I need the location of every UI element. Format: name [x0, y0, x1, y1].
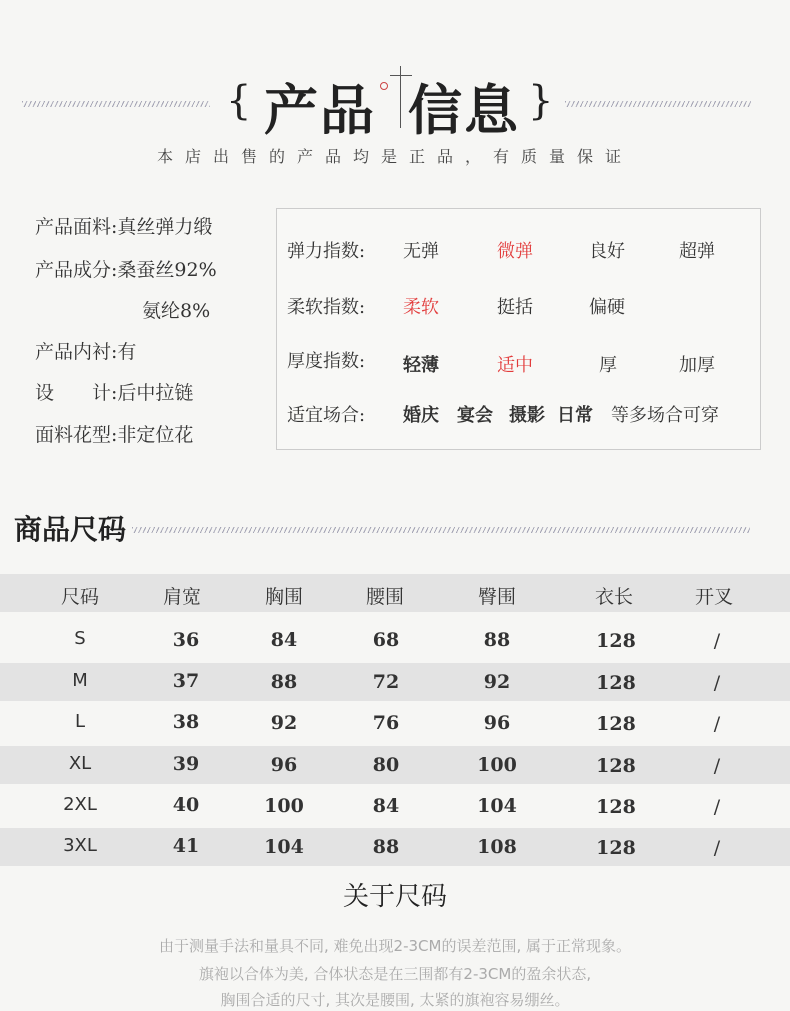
cell-shoulder: 38	[172, 711, 200, 733]
about-note-1: 由于测量手法和量具不同, 难免出现2-3CM的误差范围, 属于正常现象。	[159, 937, 631, 955]
softness-crisp: 挺括	[497, 297, 533, 318]
cell-waist: 80	[372, 754, 400, 776]
size-section-title: 商品尺码	[14, 513, 127, 546]
cell-length: 128	[596, 630, 636, 652]
cell-length: 128	[596, 713, 636, 735]
cell-size: S	[74, 628, 86, 649]
thickness-medium: 适中	[497, 355, 533, 376]
cell-bust: 88	[270, 671, 298, 693]
cell-shoulder: 39	[172, 753, 200, 775]
cell-hip: 88	[483, 629, 511, 651]
info-value: 真丝弹力缎	[117, 216, 213, 238]
header-size: 尺码	[60, 586, 99, 608]
cell-slit: /	[713, 630, 721, 652]
header-bust: 胸围	[264, 586, 303, 608]
cell-bust: 100	[264, 795, 304, 817]
cell-length: 128	[596, 672, 636, 694]
title-product: 产品	[264, 78, 376, 142]
info-label: 产品面料:	[35, 216, 118, 238]
title-dot-decoration	[380, 82, 388, 90]
about-size-title: 关于尺码	[342, 882, 447, 912]
thickness-thick: 厚	[599, 355, 617, 376]
cell-bust: 84	[270, 629, 298, 651]
cell-length: 128	[596, 837, 636, 859]
info-label: 产品成分:	[35, 259, 118, 281]
elasticity-slight: 微弹	[497, 241, 533, 262]
header-length: 衣长	[594, 586, 633, 608]
cell-shoulder: 41	[172, 835, 200, 857]
elasticity-super: 超弹	[679, 241, 715, 262]
thickness-extra: 加厚	[679, 355, 715, 376]
info-row-composition-2	[142, 296, 210, 323]
elasticity-none: 无弹	[403, 241, 439, 262]
cell-waist: 76	[372, 712, 400, 734]
cell-shoulder: 37	[172, 670, 200, 692]
softness-soft: 柔软	[403, 297, 439, 318]
info-value: 后中拉链	[117, 382, 194, 404]
info-value: 氨纶8%	[142, 300, 211, 322]
occasion-photo: 摄影	[509, 405, 545, 426]
cell-size: XL	[68, 753, 92, 774]
cell-waist: 88	[372, 836, 400, 858]
cell-size: 3XL	[63, 835, 97, 856]
info-row-composition	[35, 255, 217, 282]
cell-waist: 84	[372, 795, 400, 817]
cell-shoulder: 40	[172, 794, 200, 816]
elasticity-good: 良好	[589, 241, 625, 262]
cell-slit: /	[713, 796, 721, 818]
info-value: 非定位花	[117, 424, 194, 446]
spec-label-softness: 柔软指数:	[287, 297, 366, 318]
cell-hip: 100	[477, 754, 517, 776]
brace-close: }	[528, 78, 554, 124]
info-row-pattern	[35, 420, 193, 447]
cell-waist: 68	[372, 629, 400, 651]
cell-size: 2XL	[63, 794, 97, 815]
cell-size: M	[72, 670, 88, 691]
cell-waist: 72	[372, 671, 400, 693]
cell-hip: 96	[483, 712, 511, 734]
header-slit: 开叉	[694, 586, 733, 608]
thickness-thin: 轻薄	[403, 355, 439, 376]
cell-shoulder: 36	[172, 629, 200, 651]
occasion-banquet: 宴会	[457, 405, 493, 426]
cell-hip: 108	[477, 836, 517, 858]
spec-label-elasticity: 弹力指数:	[287, 241, 366, 262]
header-waist: 腰围	[365, 586, 404, 608]
cell-slit: /	[713, 837, 721, 859]
cell-slit: /	[713, 755, 721, 777]
info-value: 有	[117, 341, 137, 363]
cell-slit: /	[713, 672, 721, 694]
cell-bust: 92	[270, 712, 298, 734]
occasion-more: 等多场合可穿	[611, 405, 719, 426]
occasion-wedding: 婚庆	[403, 405, 439, 426]
cell-length: 128	[596, 755, 636, 777]
softness-stiff: 偏硬	[589, 297, 625, 318]
info-row-design	[35, 378, 193, 405]
header-dash-left	[22, 101, 210, 107]
about-note-2: 旗袍以合体为美, 合体状态是在三围都有2-3CM的盈余状态,	[198, 965, 592, 983]
info-row-fabric	[35, 212, 212, 239]
title-info: 信息	[408, 78, 520, 142]
header-dash-right	[565, 101, 751, 107]
about-note-3: 胸围合适的尺寸, 其次是腰围, 太紧的旗袍容易绷丝。	[220, 991, 570, 1009]
occasion-daily: 日常	[557, 405, 593, 426]
size-section-dash	[132, 527, 750, 533]
cell-bust: 96	[270, 754, 298, 776]
spec-label-thickness: 厚度指数:	[287, 351, 366, 372]
brace-open: {	[226, 78, 252, 124]
header-shoulder: 肩宽	[162, 586, 201, 608]
info-label: 设 计:	[35, 382, 118, 404]
header-hip: 臀围	[477, 586, 516, 608]
cell-hip: 92	[483, 671, 511, 693]
cell-bust: 104	[264, 836, 304, 858]
spec-box	[276, 208, 761, 450]
info-label: 产品内衬:	[35, 341, 118, 363]
cell-size: L	[74, 711, 86, 732]
info-row-lining	[35, 337, 136, 364]
cell-slit: /	[713, 713, 721, 735]
info-label: 面料花型:	[35, 424, 118, 446]
cell-length: 128	[596, 796, 636, 818]
spec-label-occasion: 适宜场合:	[287, 405, 366, 426]
info-value: 桑蚕丝92%	[117, 259, 217, 281]
page-subtitle: 本店出售的产品均是正品，有质量保证	[156, 147, 633, 166]
cell-hip: 104	[477, 795, 517, 817]
